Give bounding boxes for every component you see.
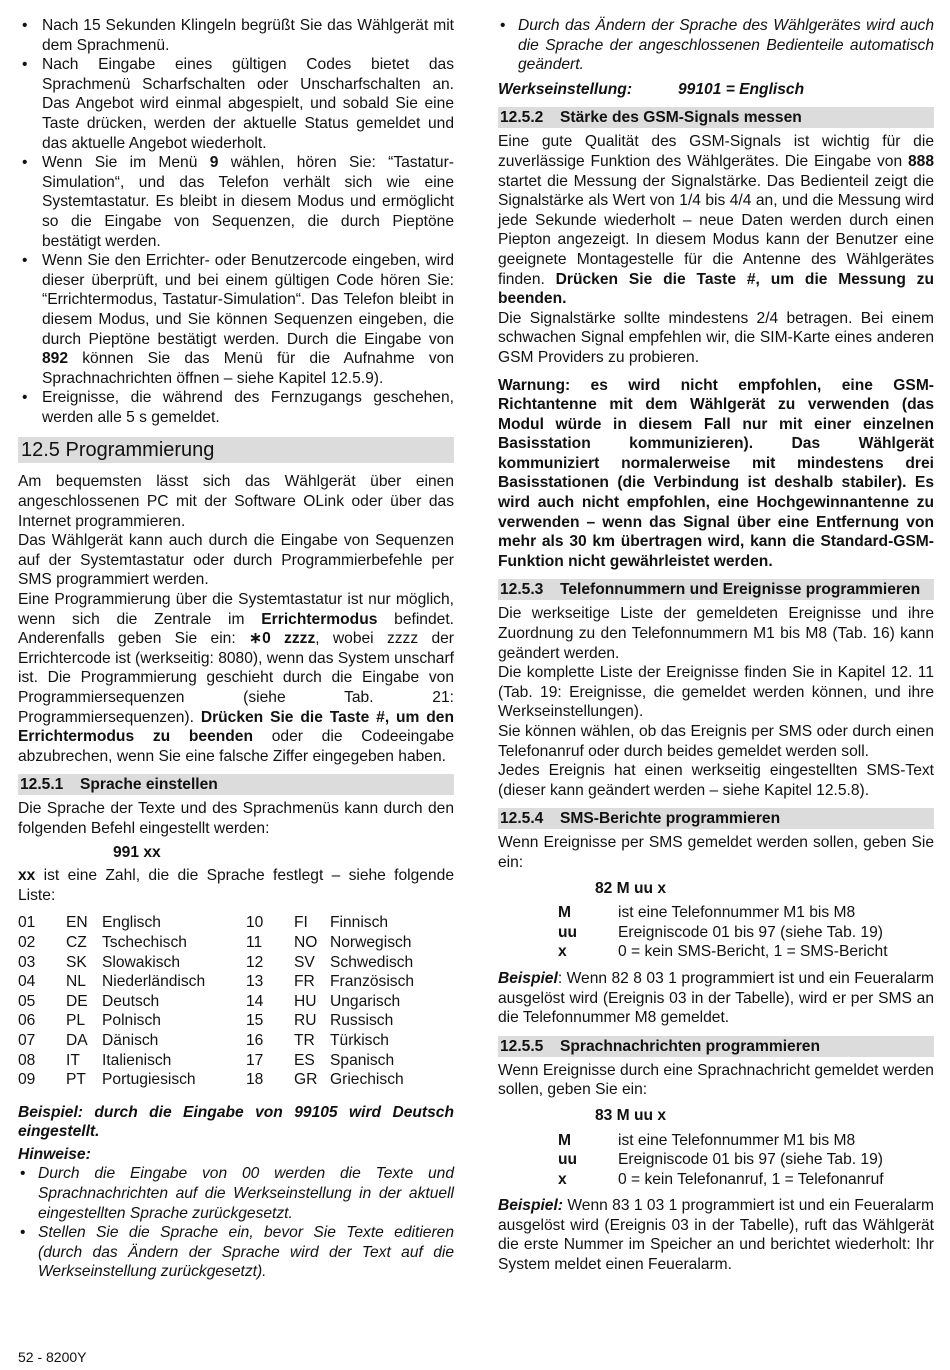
- language-table-cell: 03: [18, 953, 36, 971]
- definition-term: x: [558, 1170, 567, 1188]
- text: : Wenn 82 8 03 1 programmiert ist und ein Feueralarm ausgelöst wird (Ereignis 03 in der Tabelle), wird er per SMS an die Telefonnummer M8 gemeldet.: [498, 969, 934, 1027]
- factory-setting: [498, 80, 934, 100]
- text: wählen, hören Sie: “Tastatur-Simulation“, und das Telefon verhält sich wie eine Systemtastatur. Es bleibt in diesem Modus und ermöglicht so die Eingabe von Sequenzen, die durch Pieptöne bestätigt werden.: [42, 154, 454, 250]
- factory-setting-label: Werkseinstellung:: [498, 80, 633, 98]
- text-bold: Errichtermodus: [261, 610, 378, 628]
- section-number: 12.5.4: [500, 810, 544, 828]
- paragraph: Das Wählgerät kann auch durch die Eingabe von Sequenzen auf der Systemtastatur oder durch Programmierbefehle per SMS programmiert werden.: [18, 532, 454, 589]
- language-table-cell: 12: [246, 953, 264, 971]
- text: oder die Codeeingabe abzubrechen, wenn Sie eine falsche Ziffer eingegeben haben.: [18, 728, 454, 765]
- language-table-cell: FI: [294, 914, 308, 932]
- notes-list: [18, 1164, 454, 1282]
- section-number: 12.5.1: [20, 776, 64, 794]
- section-title: Sprachnachrichten programmieren: [560, 1037, 820, 1055]
- language-table-cell: Französisch: [330, 973, 415, 991]
- list-item: • Nach 15 Sekunden Klingeln begrüßt Sie das Wählgerät mit dem Sprachmenü.: [18, 16, 454, 55]
- menu-number: 892: [42, 350, 69, 368]
- language-table-cell: 07: [18, 1031, 36, 1049]
- subsection-heading-12-5-2: [498, 107, 934, 128]
- language-table-cell: Slowakisch: [102, 953, 180, 971]
- section-number: 12.5.2: [500, 109, 544, 127]
- text: Eine gute Qualität des GSM-Signals ist wichtig für die zuverlässige Funktion des Wählgerätes. Die Eingabe von: [498, 133, 934, 170]
- language-table-cell: TR: [294, 1031, 315, 1049]
- language-table-cell: RU: [294, 1012, 317, 1030]
- text-bold: Drücken Sie die Taste #, um den Errichtermodus zu beenden: [18, 708, 454, 746]
- text: können Sie das Menü für die Aufnahme von Sprachnachrichten öffnen – siehe Kapitel 12.5.9).: [42, 350, 454, 387]
- language-table-cell: EN: [66, 914, 88, 932]
- list-item: • Ereignisse, die während des Fernzugangs geschehen, werden alle 5 s gemeldet.: [18, 388, 454, 427]
- paragraph: Jedes Ereignis hat einen werkseitig eingestellten SMS-Text (dieser kann geändert werden – siehe Kapitel 12.5.8).: [498, 762, 934, 799]
- language-table-cell: Niederländisch: [102, 973, 206, 991]
- text: Wenn 83 1 03 1 programmiert ist und ein Feueralarm ausgelöst wird (Ereignis 03 in der Tabelle), ruft das Wählgerät die erste Nummer im Speicher an und berichtet wiederholt: Ihr System meldet einen Feueralarm.: [498, 1197, 934, 1274]
- language-table-cell: Tschechisch: [102, 933, 187, 951]
- language-table-cell: 17: [246, 1051, 264, 1069]
- example: [498, 969, 934, 1028]
- text: , wobei zzzz der Errichtercode ist (werkseitig: 8080), wenn das System unscharf ist. Die Programmierung geschieht durch die Eingabe von Programmiersequenzen (siehe Tab. 21: Programmiersequenzen).: [18, 630, 454, 726]
- subsection-heading-12-5-1: [18, 774, 454, 795]
- example-label: Beispiel: [498, 969, 558, 987]
- language-table-cell: NL: [66, 973, 86, 991]
- text: Wenn Sie im Menü: [42, 154, 210, 172]
- definition-text: Ereigniscode 01 bis 97 (siehe Tab. 19): [618, 923, 883, 941]
- language-table-cell: ES: [294, 1051, 315, 1069]
- definition-text: ist eine Telefonnummer M1 bis M8: [618, 1131, 856, 1149]
- example-label: Beispiel:: [498, 1197, 563, 1215]
- list-item: • Durch die Eingabe von 00 werden die Texte und Sprachnachrichten auf die Werkseinstellung in der aktuell eingestellten Sprache zurückgesetzt.: [18, 1164, 454, 1223]
- section-title: Telefonnummern und Ereignisse programmieren: [560, 581, 921, 599]
- language-table-cell: Italienisch: [102, 1051, 172, 1069]
- paragraph: Die Sprache der Texte und des Sprachmenüs kann durch den folgenden Befehl eingestellt werden:: [18, 800, 454, 837]
- text: startet die Messung der Signalstärke. Das Bedienteil zeigt die Signalstärke als Wert von 1/4 bis 4/4 an, und die Messung wird jede Sekunde wiederholt – neue Daten werden durch einen Piepton angezeigt. In diesem Modus kann der Benutzer eine geeignete Montagestelle für die Antenne des Wählgerätes finden.: [498, 172, 934, 288]
- definition-text: 0 = kein SMS-Bericht, 1 = SMS-Bericht: [618, 943, 888, 961]
- language-table-cell: DE: [66, 992, 88, 1010]
- section-title: Sprache einstellen: [80, 776, 218, 794]
- page-footer: 52 - 8200Y: [18, 1349, 87, 1365]
- section-number: 12.5.3: [500, 581, 544, 599]
- language-table-cell: Polnisch: [102, 1012, 161, 1030]
- paragraph: Wenn Ereignisse durch eine Sprachnachricht gemeldet werden sollen, geben Sie ein:: [498, 1061, 934, 1099]
- notes-list-continued: [498, 16, 934, 75]
- code-sequence: 888: [907, 152, 934, 170]
- language-table-cell: SK: [66, 953, 87, 971]
- definition-text: 0 = kein Telefonanruf, 1 = Telefonanruf: [618, 1170, 884, 1188]
- language-table-cell: Ungarisch: [330, 992, 401, 1010]
- section-title: SMS-Berichte programmieren: [560, 810, 781, 828]
- command-sequence: 83 M uu x: [595, 1106, 667, 1124]
- definition-text: Ereigniscode 01 bis 97 (siehe Tab. 19): [618, 1151, 883, 1169]
- definition-term: M: [558, 904, 571, 922]
- list-item: • Durch das Ändern der Sprache des Wählgerätes wird auch die Sprache der angeschlossenen Bedienteile automatisch geändert.: [498, 16, 934, 75]
- list-item: • Nach Eingabe eines gültigen Codes bietet das Sprachmenü Scharfschalten oder Unscharfschalten an. Das Angebot wird einmal abgespielt, und sobald Sie eine Taste drücken, werden der aktuelle Status gemeldet und das aktuelle Angebot wiederholt.: [18, 55, 454, 153]
- language-table-cell: FR: [294, 973, 315, 991]
- language-table-cell: PL: [66, 1012, 86, 1030]
- paragraph: [18, 866, 454, 905]
- language-table-cell: PT: [66, 1071, 86, 1089]
- paragraph: Die Signalstärke sollte mindestens 2/4 betragen. Bei einem schwachen Signal empfehlen wir, die SIM-Karte eines anderen GSM Providers zu probieren.: [498, 309, 934, 366]
- language-table-cell: 09: [18, 1071, 36, 1089]
- definition-text: ist eine Telefonnummer M1 bis M8: [618, 904, 856, 922]
- language-table-cell: 01: [18, 914, 36, 932]
- list-item: [18, 153, 454, 251]
- language-table-cell: 16: [246, 1031, 264, 1049]
- text-bold: Drücken Sie die Taste #, um die Messung zu beenden.: [498, 270, 935, 308]
- paragraph: Die komplette Liste der Ereignisse finden Sie in Kapitel 12. 11 (Tab. 19: Ereignisse, die gemeldet werden können, und ihre Werkseinstellungen).: [498, 664, 934, 721]
- language-table-cell: IT: [66, 1051, 80, 1069]
- section-number: 12.5.5: [500, 1037, 544, 1055]
- list-item: • Stellen Sie die Sprache ein, bevor Sie Texte editieren (durch das Ändern der Sprache wird der Text auf die Werkseinstellung zurückgesetzt).: [18, 1223, 454, 1282]
- language-table-cell: Spanisch: [330, 1051, 395, 1069]
- language-table-cell: 14: [246, 992, 264, 1010]
- language-table-cell: Dänisch: [102, 1031, 159, 1049]
- notes-title: Hinweise:: [18, 1145, 91, 1163]
- paragraph: Sie können wählen, ob das Ereignis per SMS oder durch einen Telefonanruf oder durch beides gemeldet werden soll.: [498, 723, 934, 760]
- language-table-cell: Russisch: [330, 1012, 394, 1030]
- text-bold: xx: [18, 867, 36, 885]
- language-table-cell: 05: [18, 992, 36, 1010]
- language-table-cell: NO: [294, 933, 318, 951]
- text: Eine Programmierung über die Systemtastatur ist nur möglich, wenn sich die Zentrale im: [18, 591, 454, 628]
- language-table-cell: Deutsch: [102, 992, 160, 1010]
- language-table-cell: 06: [18, 1012, 36, 1030]
- language-table-cell: CZ: [66, 933, 87, 951]
- paragraph: [18, 590, 454, 766]
- command-sequence: 991 xx: [113, 843, 161, 861]
- paragraph: Die werkseitige Liste der gemeldeten Ereignisse und ihre Zuordnung zu den Telefonnummern M1 bis M8 (Tab. 16) kann geändert werden.: [498, 605, 934, 662]
- example: Beispiel: durch die Eingabe von 99105 wird Deutsch eingestellt.: [18, 1103, 454, 1141]
- language-table-cell: 04: [18, 973, 36, 991]
- definition-term: M: [558, 1131, 571, 1149]
- language-table-cell: GR: [294, 1071, 318, 1089]
- paragraph: Am bequemsten lässt sich das Wählgerät über einen angeschlossenen PC mit der Software OLink oder über das Internet programmieren.: [18, 473, 454, 530]
- command-sequence: 82 M uu x: [595, 879, 667, 897]
- paragraph: [498, 132, 934, 308]
- factory-setting-value: 99101 = Englisch: [678, 80, 805, 98]
- language-table-cell: Englisch: [102, 914, 161, 932]
- language-table-cell: 11: [246, 933, 263, 951]
- subsection-heading-12-5-4: [498, 808, 934, 829]
- example: [498, 1196, 934, 1274]
- language-table-cell: Schwedisch: [330, 953, 414, 971]
- language-table-cell: Griechisch: [330, 1071, 404, 1089]
- section-heading-programmierung: 12.5 Programmierung: [18, 437, 454, 463]
- subsection-heading-12-5-5: [498, 1036, 934, 1057]
- language-table-cell: 18: [246, 1071, 264, 1089]
- language-table-cell: 13: [246, 973, 264, 991]
- language-table-cell: 08: [18, 1051, 36, 1069]
- list-item: [18, 251, 454, 388]
- left-column: [18, 16, 454, 1282]
- language-table-cell: SV: [294, 953, 315, 971]
- right-column: [498, 16, 934, 1275]
- code-sequence: ∗0 zzzz: [249, 630, 316, 648]
- language-table-cell: Portugiesisch: [102, 1071, 196, 1089]
- language-table-cell: 02: [18, 933, 36, 951]
- definition-term: x: [558, 943, 567, 961]
- definition-table: [558, 1131, 934, 1190]
- definition-table: [558, 903, 934, 962]
- language-table-cell: Türkisch: [330, 1031, 389, 1049]
- remote-access-bullets: [18, 16, 454, 427]
- text: Wenn Sie den Errichter- oder Benutzercode eingeben, wird dieser überprüft, und bei einem gültigen Code hören Sie: “Errichtermodus, Tastatur-Simulation“. Das Telefon bleibt in diesem Modus, und Sie können Sequenzen eingeben, die durch Pieptöne bestätigt werden. Durch die Eingabe von: [42, 252, 454, 348]
- language-table-cell: DA: [66, 1031, 88, 1049]
- language-table-cell: 10: [246, 914, 264, 932]
- language-table: [18, 913, 454, 1089]
- definition-term: uu: [558, 923, 578, 941]
- paragraph: Wenn Ereignisse per SMS gemeldet werden sollen, geben Sie ein:: [498, 834, 934, 871]
- language-table-cell: Norwegisch: [330, 933, 412, 951]
- language-table-cell: 15: [246, 1012, 264, 1030]
- warning: Warnung: es wird nicht empfohlen, eine GSM-Richtantenne mit dem Wählgerät zu verwenden (das Modul würde in diesem Fall nur mit einer einzelnen Basisstation kommunizieren). Das Wählgerät kommuniziert normalerweise mit mindestens drei Basisstationen (die Verbindung ist deshalb stabiler). Es wird auch nicht empfohlen, eine Hochgewinnantenne zu verwenden – wenn das Signal über eine Entfernung von mehr als 30 km übertragen wird, kann die Standard-GSM-Funktion nicht gewährleistet werden.: [498, 376, 934, 570]
- section-title: Stärke des GSM-Signals messen: [560, 109, 802, 127]
- menu-number: 9: [209, 154, 219, 172]
- text: ist eine Zahl, die die Sprache festlegt – siehe folgende Liste:: [18, 867, 454, 904]
- text: befindet. Anderenfalls geben Sie ein:: [18, 610, 454, 648]
- language-table-cell: HU: [294, 992, 317, 1010]
- subsection-heading-12-5-3: [498, 579, 934, 600]
- language-table-cell: Finnisch: [330, 914, 389, 932]
- definition-term: uu: [558, 1151, 578, 1169]
